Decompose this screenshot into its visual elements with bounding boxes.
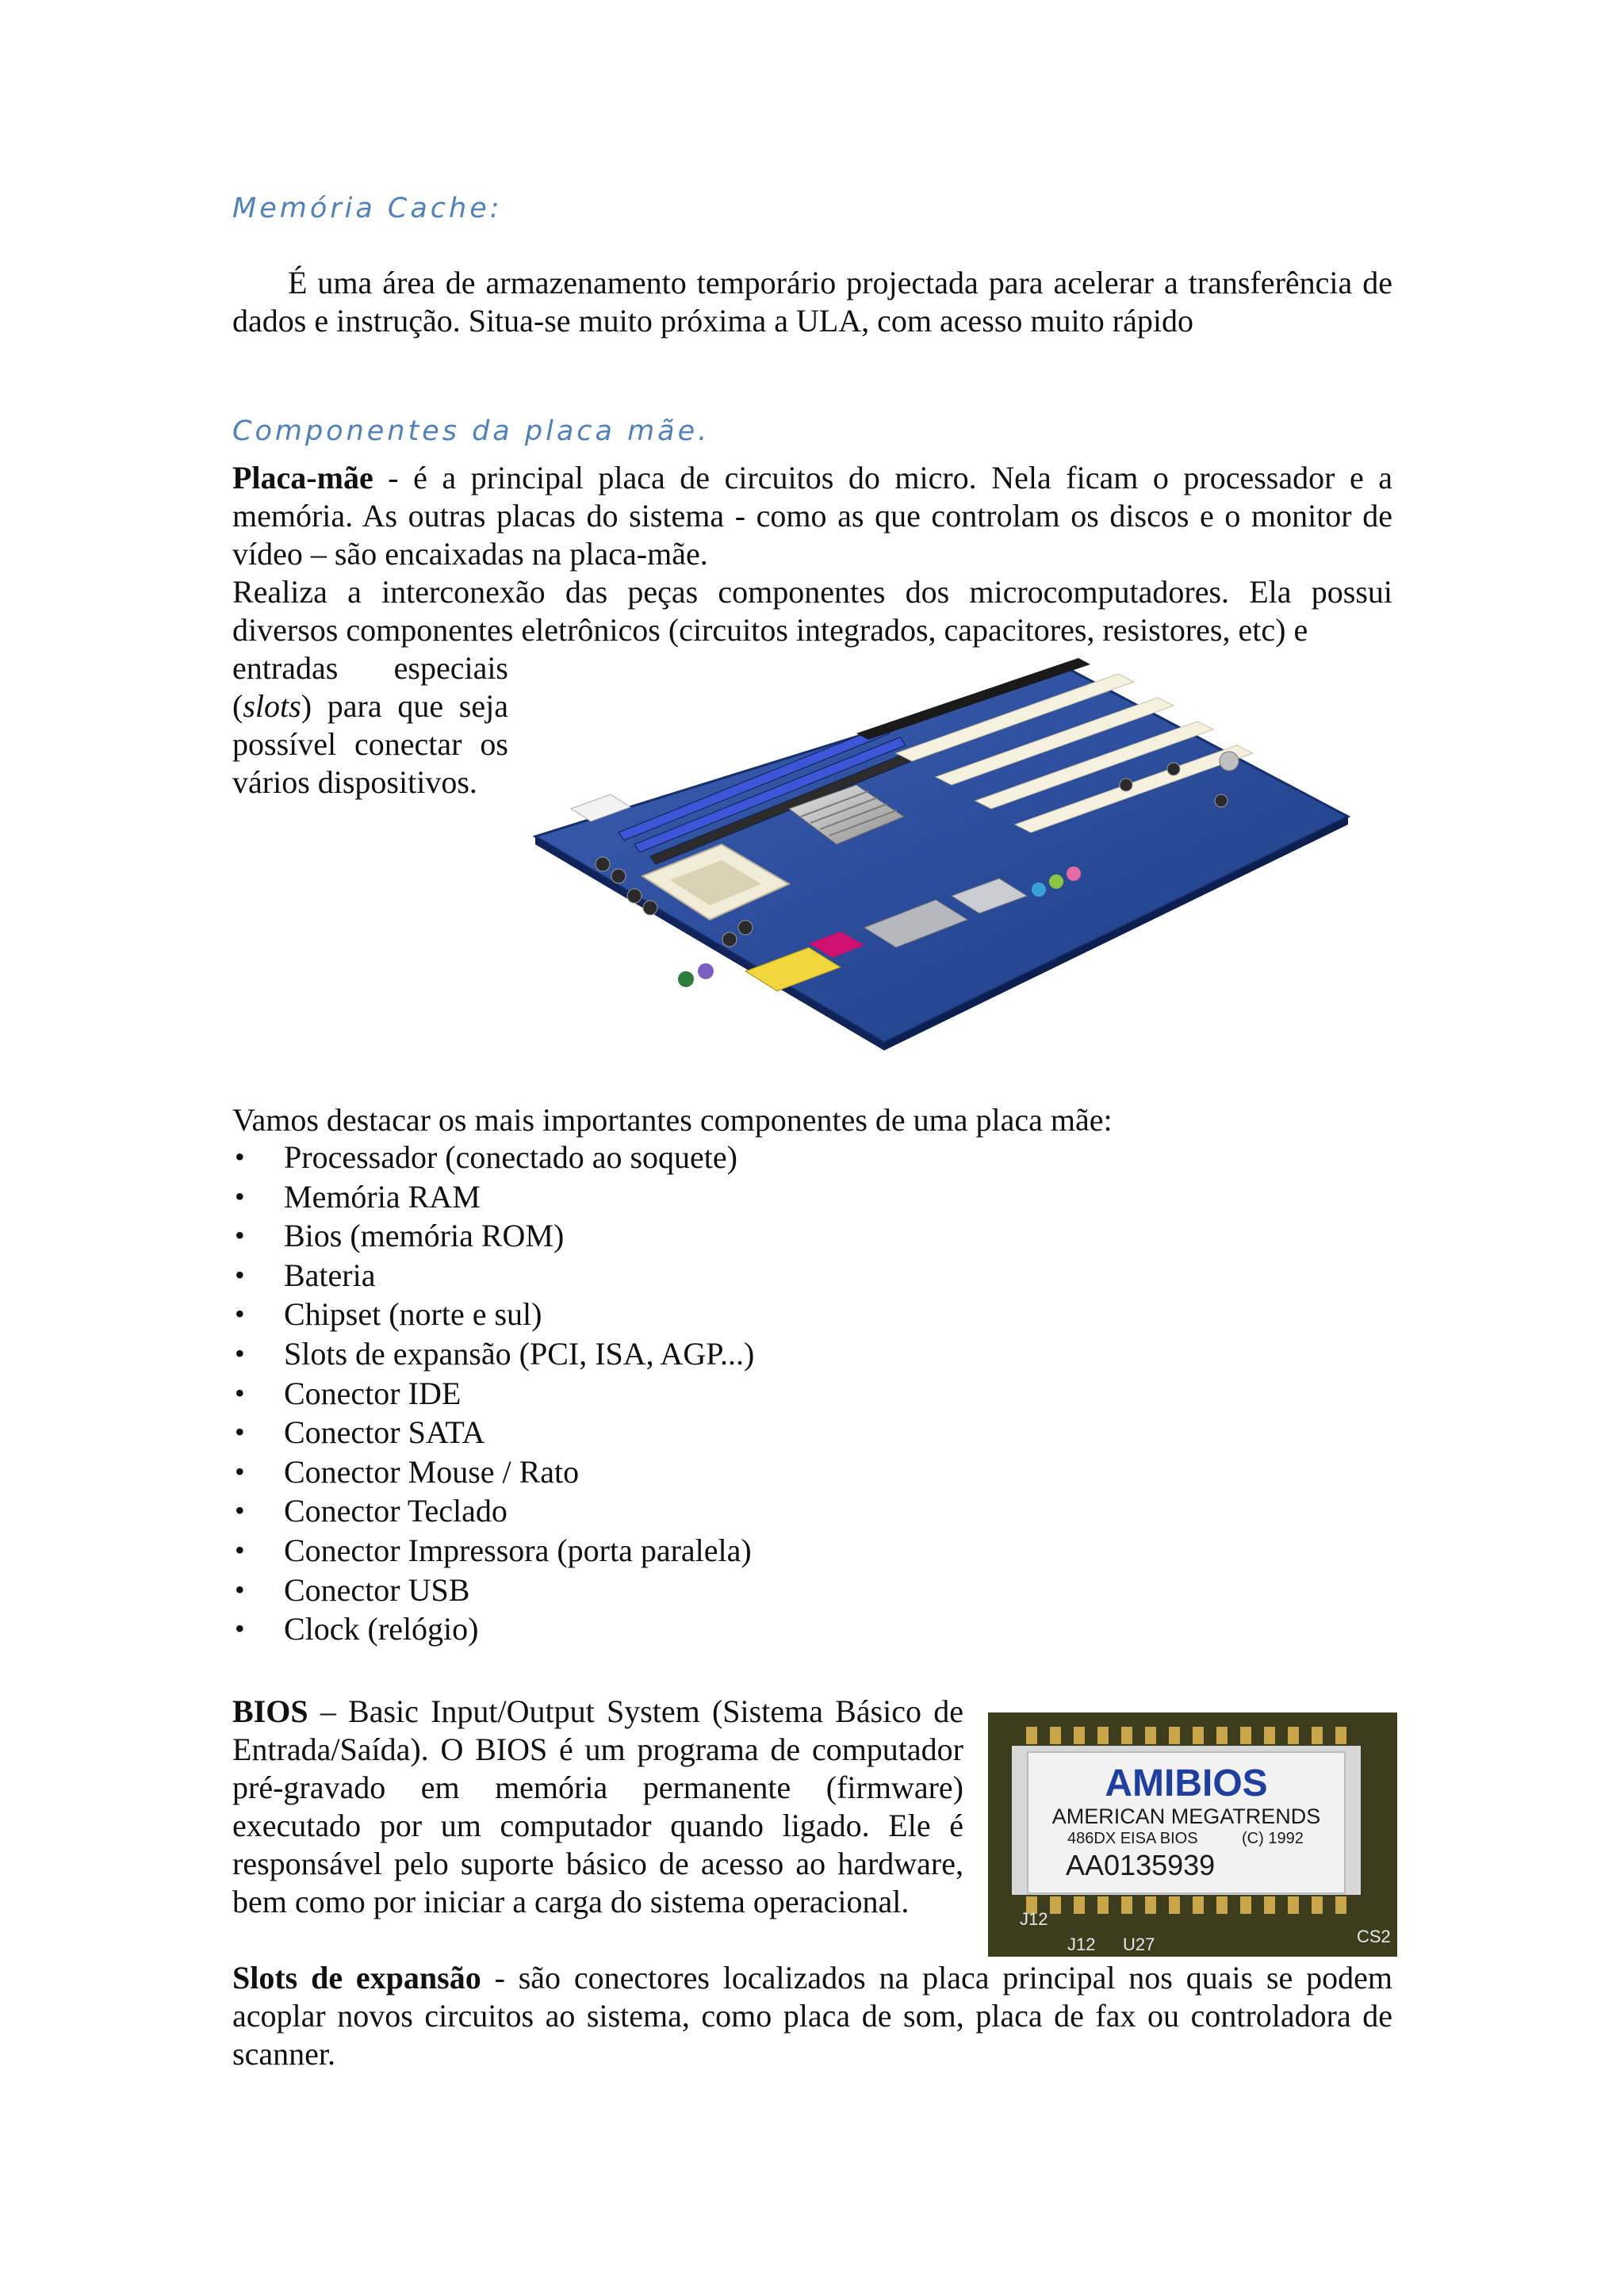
list-item: • Slots de expansão (PCI, ISA, AGP...) [232, 1334, 754, 1374]
list-item: • Bateria [232, 1256, 754, 1295]
chip-brand: AMIBIOS [1105, 1762, 1268, 1804]
list-intro: Vamos destacar os mais importantes componentes de uma placa mãe: [232, 1102, 1113, 1138]
board-label: J12 [1067, 1934, 1096, 1954]
bios-chip-image [988, 1712, 1397, 1957]
list-item: • Clock (relógio) [232, 1609, 754, 1649]
slots-paragraph [232, 1959, 1392, 2073]
chip-line3: 486DX EISA BIOS [1067, 1830, 1198, 1847]
chip-copyright: (C) 1992 [1242, 1830, 1304, 1847]
board-label: U27 [1123, 1934, 1155, 1954]
interconnect-paragraph: Realiza a interconexão das peças componentes dos microcomputadores. Ela possui diversos componentes eletrônicos (circuitos integrados, capacitores, resistores, etc) e [232, 574, 1392, 648]
list-item: • Conector IDE [232, 1374, 754, 1414]
list-item: • Conector Impressora (porta paralela) [232, 1531, 754, 1571]
placa-mae-paragraph [232, 459, 1392, 573]
slots-intro-b: ) para que seja possível conectar os vários dispositivos. [232, 688, 508, 800]
slots-intro-paragraph [232, 649, 508, 802]
list-item: • Conector SATA [232, 1413, 754, 1452]
list-item: • Bios (memória ROM) [232, 1216, 754, 1256]
cache-heading: Memória Cache: [232, 193, 503, 224]
bios-paragraph [232, 1693, 963, 1921]
board-label: J12 [1020, 1909, 1048, 1929]
list-item: • Conector Teclado [232, 1491, 754, 1531]
chip-line2: AMERICAN MEGATRENDS [1051, 1804, 1321, 1828]
list-item: • Processador (conectado ao soquete) [232, 1138, 754, 1177]
components-heading: Componentes da placa mãe. [232, 415, 710, 447]
bios-text: – Basic Input/Output System (Sistema Básico de Entrada/Saída). O BIOS é um programa de computador pré-gravado em memória permanente (firmware) executado por um computador quando ligado. Ele é responsável pelo suporte básico de acesso ao hardware, bem como por iniciar a carga do sistema operacional. [232, 1693, 963, 1919]
list-item: • Conector USB [232, 1571, 754, 1610]
list-item: • Chipset (norte e sul) [232, 1295, 754, 1334]
list-item: • Conector Mouse / Rato [232, 1452, 754, 1492]
chip-serial: AA0135939 [1066, 1849, 1216, 1881]
slots-intro-italic: slots [243, 688, 301, 724]
bios-term: BIOS [232, 1693, 308, 1729]
motherboard-image [523, 658, 1356, 1054]
components-list [232, 1138, 754, 1649]
placa-mae-term: Placa-mãe [232, 460, 373, 496]
cache-paragraph: É uma área de armazenamento temporário projectada para acelerar a transferência de dados e instrução. Situa-se muito próxima a ULA, com acesso muito rápido [232, 265, 1392, 339]
placa-mae-text: - é a principal placa de circuitos do micro. Nela ficam o processador e a memória. As outras placas do sistema - como as que controlam os discos e o monitor de vídeo – são encaixadas na placa-mãe. [232, 460, 1392, 572]
list-item: • Memória RAM [232, 1177, 754, 1217]
slots-text: - são conectores localizados na placa principal nos quais se podem acoplar novos circuitos ao sistema, como placa de som, placa de fax ou controladora de scanner. [232, 1960, 1392, 2072]
slots-intro-a: entradas especiais ( [232, 650, 508, 724]
board-label: CS2 [1357, 1927, 1391, 1946]
slots-term: Slots de expansão [232, 1960, 481, 1996]
